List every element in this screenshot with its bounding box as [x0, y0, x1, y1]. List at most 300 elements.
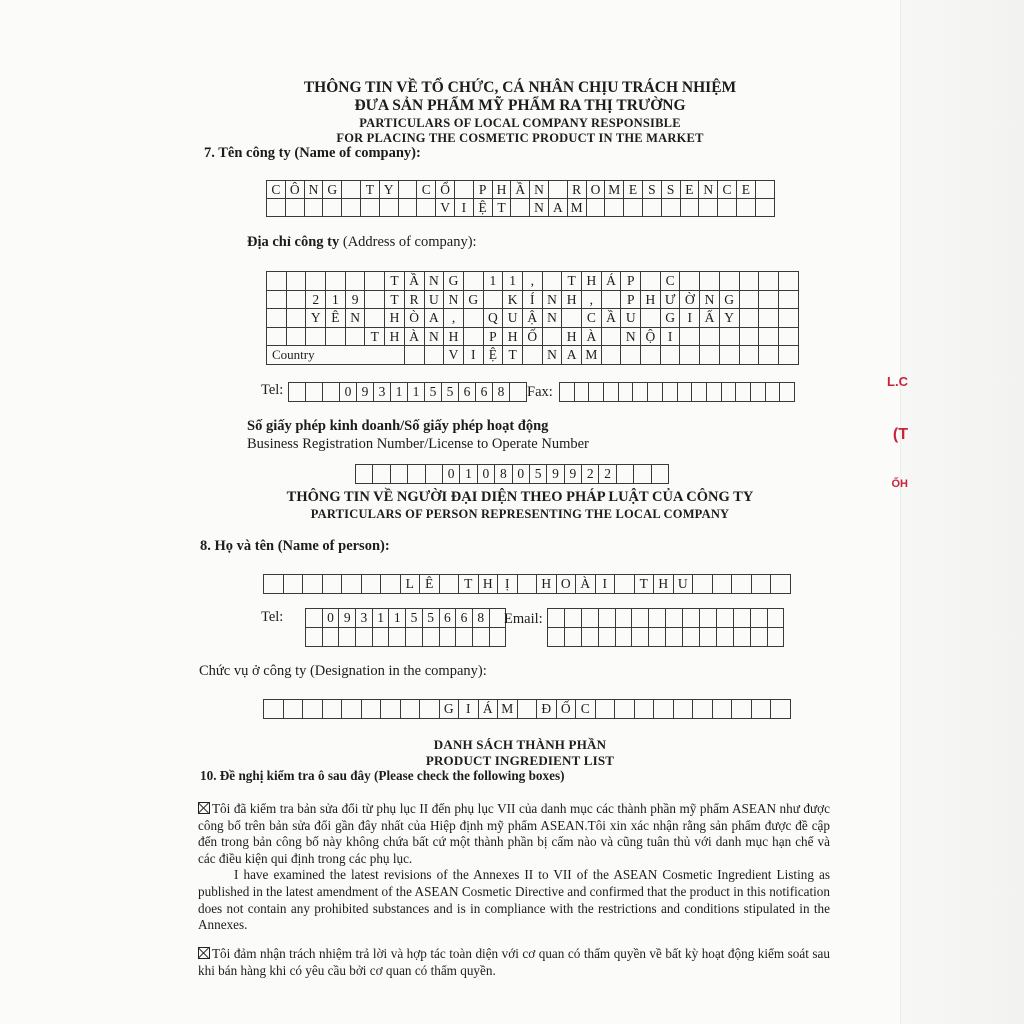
grid-row	[264, 700, 791, 719]
grid-cell	[356, 465, 373, 484]
grid-cell: N	[530, 181, 549, 199]
grid-cell: G	[719, 290, 739, 309]
grid-cell: N	[700, 290, 720, 309]
grid-cell	[666, 628, 683, 647]
grid-cell	[439, 628, 456, 647]
grid-cell	[398, 199, 417, 217]
grid-cell	[286, 327, 306, 346]
grid-cell: H	[478, 575, 498, 594]
grid-cell: Ị	[498, 575, 518, 594]
grid-cell	[306, 383, 323, 402]
company-fax-grid	[559, 382, 795, 402]
grid-cell	[267, 290, 287, 309]
grid-cell: R	[404, 290, 424, 309]
grid-cell: 9	[345, 290, 365, 309]
declaration-1-en: I have examined the latest revisions of the Annexes II to VII of the ASEAN Cosmetic Ingredient Listing as published in the latest amendment of the ASEAN Cosmetic Directive and confirmed that the product in this notification does not contain any prohibited substances and is in compliance with the restrictions and conditions stipulated in the Annexes.	[198, 867, 830, 933]
grid-cell: I	[595, 575, 615, 594]
grid-cell	[304, 199, 323, 217]
person-name-label: 8. Họ và tên (Name of person):	[200, 538, 390, 554]
grid-row	[548, 609, 784, 628]
grid-cell	[641, 272, 661, 291]
grid-cell	[511, 199, 530, 217]
grid-cell	[634, 700, 654, 719]
grid-cell: U	[424, 290, 444, 309]
check-label: 10. Đề nghị kiểm tra ô sau đây (Please check the following boxes)	[200, 768, 565, 783]
grid-cell	[323, 383, 340, 402]
grid-cell	[322, 700, 342, 719]
address-label-en: (Address of company):	[342, 234, 477, 250]
grid-cell	[780, 383, 795, 402]
grid-cell	[712, 700, 732, 719]
grid-cell	[680, 199, 699, 217]
grid-cell	[649, 628, 666, 647]
grid-cell	[634, 465, 651, 484]
grid-cell	[542, 272, 562, 291]
grid-cell: Á	[478, 700, 498, 719]
grid-cell: E	[736, 181, 755, 199]
grid-cell: 9	[357, 383, 374, 402]
grid-cell: ,	[444, 309, 464, 328]
grid-cell	[732, 575, 752, 594]
grid-cell	[560, 383, 575, 402]
grid-row	[267, 272, 799, 291]
grid-cell	[693, 575, 713, 594]
grid-row	[289, 383, 527, 402]
grid-cell	[718, 199, 737, 217]
grid-cell: 2	[582, 465, 599, 484]
grid-cell	[285, 199, 304, 217]
grid-cell: N	[542, 309, 562, 328]
grid-cell: V	[436, 199, 455, 217]
grid-cell: 1	[389, 609, 406, 628]
grid-cell	[666, 609, 683, 628]
grid-cell	[648, 383, 663, 402]
grid-cell: Á	[601, 272, 621, 291]
grid-cell	[517, 700, 537, 719]
checked-box-icon[interactable]	[198, 802, 210, 814]
grid-cell: 0	[477, 465, 494, 484]
grid-cell: G	[439, 700, 459, 719]
grid-cell: Ệ	[473, 199, 492, 217]
grid-cell: N	[621, 327, 641, 346]
grid-cell	[615, 700, 635, 719]
grid-cell: P	[473, 181, 492, 199]
grid-cell	[286, 290, 306, 309]
grid-cell: G	[323, 181, 342, 199]
grid-cell	[700, 272, 720, 291]
grid-cell: N	[345, 309, 365, 328]
grid-cell	[574, 383, 589, 402]
grid-cell	[767, 609, 784, 628]
declaration-1	[198, 801, 830, 934]
grid-cell	[641, 309, 661, 328]
grid-cell: T	[562, 272, 582, 291]
grid-cell	[680, 346, 700, 365]
grid-cell: A	[562, 346, 582, 365]
grid-cell	[716, 609, 733, 628]
grid-cell	[778, 272, 798, 291]
grid-cell: I	[680, 309, 700, 328]
grid-cell	[267, 309, 287, 328]
grid-cell: Ờ	[680, 290, 700, 309]
grid-cell	[733, 628, 750, 647]
grid-cell	[605, 199, 624, 217]
grid-cell	[267, 199, 286, 217]
grid-cell	[759, 272, 779, 291]
grid-cell: G	[463, 290, 483, 309]
grid-cell	[604, 383, 619, 402]
grid-cell	[303, 700, 323, 719]
grid-cell: O	[586, 181, 605, 199]
grid-cell: Y	[306, 309, 326, 328]
grid-cell: H	[562, 290, 582, 309]
grid-cell: 6	[459, 383, 476, 402]
grid-cell	[673, 700, 693, 719]
grid-row	[548, 628, 784, 647]
grid-cell	[683, 628, 700, 647]
grid-cell	[683, 609, 700, 628]
stamp-fragment: L.C	[887, 374, 908, 389]
grid-cell	[564, 609, 581, 628]
grid-cell	[601, 327, 621, 346]
grid-cell: G	[660, 309, 680, 328]
grid-cell	[693, 700, 713, 719]
grid-cell: T	[503, 346, 523, 365]
grid-cell	[767, 628, 784, 647]
grid-cell: C	[576, 700, 596, 719]
grid-cell	[424, 346, 444, 365]
grid-cell	[472, 628, 489, 647]
grid-cell	[548, 609, 565, 628]
page-subtitle: FOR PLACING THE COSMETIC PRODUCT IN THE MARKET	[336, 131, 704, 145]
grid-cell	[306, 609, 323, 628]
grid-cell	[365, 309, 385, 328]
grid-cell: E	[624, 181, 643, 199]
grid-cell	[326, 327, 346, 346]
grid-cell	[463, 272, 483, 291]
grid-cell	[510, 383, 527, 402]
grid-cell: N	[699, 181, 718, 199]
grid-cell	[483, 290, 503, 309]
grid-cell	[700, 346, 720, 365]
grid-cell: ,	[522, 272, 542, 291]
grid-cell	[365, 272, 385, 291]
grid-cell	[680, 272, 700, 291]
grid-cell	[326, 272, 346, 291]
grid-cell: À	[404, 327, 424, 346]
grid-cell	[454, 181, 473, 199]
grid-cell	[522, 346, 542, 365]
grid-cell: I	[459, 700, 479, 719]
grid-cell	[417, 199, 436, 217]
grid-cell: H	[444, 327, 464, 346]
grid-cell: T	[492, 199, 511, 217]
grid-cell: T	[365, 327, 385, 346]
grid-cell: A	[548, 199, 567, 217]
grid-cell	[750, 628, 767, 647]
grid-cell: 1	[326, 290, 346, 309]
grid-cell: 8	[493, 383, 510, 402]
grid-cell	[406, 628, 423, 647]
ingredients-header: DANH SÁCH THÀNH PHẦN	[433, 737, 607, 752]
grid-cell: H	[503, 327, 523, 346]
grid-cell: U	[673, 575, 693, 594]
grid-cell: 9	[339, 609, 356, 628]
grid-cell	[267, 327, 287, 346]
grid-cell	[548, 628, 565, 647]
license-label-en: Business Registration Number/License to Operate Number	[247, 436, 589, 452]
grid-cell: Ư	[660, 290, 680, 309]
grid-row	[356, 465, 669, 484]
grid-cell: H	[385, 327, 405, 346]
stamp-fragment: ỐH	[891, 478, 908, 490]
grid-cell	[615, 609, 632, 628]
grid-cell: ,	[582, 290, 602, 309]
grid-cell: T	[459, 575, 479, 594]
grid-cell	[778, 290, 798, 309]
grid-cell: Ê	[420, 575, 440, 594]
grid-cell	[641, 346, 661, 365]
grid-row	[267, 290, 799, 309]
grid-cell	[264, 575, 284, 594]
grid-cell	[692, 383, 707, 402]
grid-cell	[562, 309, 582, 328]
grid-cell	[759, 290, 779, 309]
grid-cell: T	[360, 181, 379, 199]
grid-cell	[778, 346, 798, 365]
grid-cell	[361, 575, 381, 594]
grid-cell	[739, 327, 759, 346]
grid-cell: N	[444, 290, 464, 309]
grid-cell	[778, 327, 798, 346]
grid-cell	[322, 628, 339, 647]
grid-cell: Ố	[556, 700, 576, 719]
grid-cell	[372, 628, 389, 647]
grid-cell: N	[424, 272, 444, 291]
grid-cell	[360, 199, 379, 217]
company-fax-label: Fax:	[527, 384, 553, 400]
person-tel-label: Tel:	[261, 609, 284, 625]
grid-cell	[700, 609, 717, 628]
grid-cell: Y	[719, 309, 739, 328]
grid-cell: H	[641, 290, 661, 309]
grid-cell	[404, 346, 424, 365]
declaration-2-vi: Tôi đảm nhận trách nhiệm trả lời và hợp tác toàn diện với cơ quan có thẩm quyền về bất kỳ hoạt động kiểm soát sau khi bán hàng khi có yêu cầu bởi cơ quan có thẩm quyền.	[198, 946, 830, 978]
grid-cell	[632, 628, 649, 647]
grid-cell: A	[424, 309, 444, 328]
grid-cell: Ệ	[483, 346, 503, 365]
address-grid	[266, 271, 799, 365]
designation-label: Chức vụ ở công ty (Designation in the company):	[199, 663, 487, 679]
grid-row	[264, 575, 791, 594]
grid-cell: Ô	[285, 181, 304, 199]
license-label: Số giấy phép kinh doanh/Số giấy phép hoạt động	[247, 418, 549, 434]
grid-cell	[306, 272, 326, 291]
grid-cell: I	[660, 327, 680, 346]
grid-cell	[621, 346, 641, 365]
grid-cell	[463, 327, 483, 346]
page-title: ĐƯA SẢN PHẨM MỸ PHẨM RA THỊ TRƯỜNG	[354, 97, 686, 114]
grid-cell: M	[567, 199, 586, 217]
grid-cell	[759, 346, 779, 365]
grid-cell	[601, 346, 621, 365]
grid-cell	[601, 290, 621, 309]
grid-row	[267, 309, 799, 328]
grid-cell	[390, 465, 407, 484]
grid-cell	[489, 628, 506, 647]
grid-cell: C	[267, 181, 286, 199]
grid-cell: G	[444, 272, 464, 291]
grid-cell: M	[498, 700, 518, 719]
grid-cell: P	[483, 327, 503, 346]
page-edge	[900, 0, 1024, 1024]
grid-cell	[598, 628, 615, 647]
grid-cell	[564, 628, 581, 647]
grid-cell: U	[503, 309, 523, 328]
grid-cell	[706, 383, 721, 402]
grid-cell: S	[642, 181, 661, 199]
grid-cell: T	[634, 575, 654, 594]
grid-cell	[345, 327, 365, 346]
grid-row	[267, 199, 775, 217]
grid-cell	[716, 628, 733, 647]
grid-cell	[733, 609, 750, 628]
grid-cell	[759, 327, 779, 346]
grid-cell	[765, 383, 780, 402]
grid-cell: I	[454, 199, 473, 217]
grid-cell: N	[542, 290, 562, 309]
designation-grid	[263, 699, 791, 719]
grid-cell: 5	[529, 465, 546, 484]
grid-cell	[389, 628, 406, 647]
stamp-fragment: (T	[892, 426, 908, 443]
grid-cell: H	[562, 327, 582, 346]
grid-cell: 3	[356, 609, 373, 628]
grid-cell	[542, 327, 562, 346]
grid-cell: 0	[512, 465, 529, 484]
grid-cell	[420, 700, 440, 719]
grid-cell	[721, 383, 736, 402]
grid-cell	[750, 609, 767, 628]
grid-cell	[365, 290, 385, 309]
grid-cell	[680, 327, 700, 346]
grid-cell	[719, 327, 739, 346]
grid-cell	[322, 575, 342, 594]
address-label-vi: Địa chỉ công ty	[247, 234, 340, 250]
grid-cell: C	[582, 309, 602, 328]
grid-cell	[700, 628, 717, 647]
grid-cell	[586, 199, 605, 217]
grid-cell	[677, 383, 692, 402]
grid-cell	[732, 700, 752, 719]
grid-cell	[712, 575, 732, 594]
grid-cell	[771, 575, 791, 594]
grid-cell	[719, 272, 739, 291]
grid-cell	[342, 700, 362, 719]
grid-cell	[456, 628, 473, 647]
grid-cell	[283, 575, 303, 594]
grid-cell: À	[576, 575, 596, 594]
grid-cell: P	[621, 272, 641, 291]
grid-cell	[422, 628, 439, 647]
grid-cell	[778, 309, 798, 328]
grid-cell: C	[718, 181, 737, 199]
grid-cell	[589, 383, 604, 402]
person-email-label: Email:	[504, 611, 543, 627]
grid-cell	[751, 575, 771, 594]
checked-box-icon[interactable]	[198, 947, 210, 959]
grid-cell	[771, 700, 791, 719]
grid-cell	[381, 700, 401, 719]
page-subtitle: PARTICULARS OF LOCAL COMPANY RESPONSIBLE	[359, 116, 681, 130]
declaration-1-vi: Tôi đã kiểm tra bản sửa đổi từ phụ lục II đến phụ lục VII của danh mục các thành phần mỹ phẩm ASEAN như được công bố trên bản sửa đổi gần đây nhất của Hiệp định mỹ phẩm ASEAN.Tôi xin xác nhận rằng sản phẩm được đề cập đến trong bản công bố này không chứa bất cứ một thành phần bị cấm nào và cũng tuân thủ với danh mục hạn chế và các điều kiện qui định trong các phụ lục.	[198, 801, 830, 866]
country-label: Country	[267, 346, 405, 365]
grid-cell	[759, 309, 779, 328]
grid-cell	[342, 181, 361, 199]
grid-cell: 5	[425, 383, 442, 402]
grid-cell	[517, 575, 537, 594]
grid-cell: N	[542, 346, 562, 365]
grid-cell: Q	[483, 309, 503, 328]
grid-cell	[642, 199, 661, 217]
grid-cell: 0	[322, 609, 339, 628]
person-name-grid	[263, 574, 791, 594]
grid-cell	[306, 628, 323, 647]
grid-cell: 5	[406, 609, 423, 628]
grid-cell	[598, 609, 615, 628]
grid-cell: H	[654, 575, 674, 594]
grid-cell: Ấ	[700, 309, 720, 328]
grid-cell	[342, 199, 361, 217]
grid-cell	[616, 465, 633, 484]
grid-cell	[303, 575, 323, 594]
grid-cell: 6	[476, 383, 493, 402]
grid-cell: 8	[472, 609, 489, 628]
grid-cell: 5	[442, 383, 459, 402]
grid-cell: N	[424, 327, 444, 346]
page-title: THÔNG TIN VỀ TỔ CHỨC, CÁ NHÂN CHỊU TRÁCH NHIỆM	[303, 79, 737, 96]
grid-cell	[719, 346, 739, 365]
grid-cell	[286, 309, 306, 328]
grid-cell: 8	[495, 465, 512, 484]
grid-cell: Ổ	[436, 181, 455, 199]
grid-cell: 9	[547, 465, 564, 484]
grid-cell: Y	[379, 181, 398, 199]
license-grid	[355, 464, 669, 484]
grid-cell: V	[444, 346, 464, 365]
grid-cell	[651, 465, 668, 484]
grid-cell	[548, 181, 567, 199]
grid-cell	[264, 700, 284, 719]
grid-cell	[381, 575, 401, 594]
grid-cell	[306, 327, 326, 346]
grid-cell: R	[567, 181, 586, 199]
grid-cell: K	[503, 290, 523, 309]
grid-cell	[289, 383, 306, 402]
grid-cell	[361, 700, 381, 719]
grid-cell: N	[530, 199, 549, 217]
grid-row	[267, 346, 799, 365]
company-tel-label: Tel:	[261, 382, 284, 398]
grid-cell	[739, 346, 759, 365]
grid-cell	[398, 181, 417, 199]
grid-cell: 2	[306, 290, 326, 309]
grid-cell: T	[385, 272, 405, 291]
grid-cell: 6	[456, 609, 473, 628]
grid-cell: M	[582, 346, 602, 365]
grid-cell: P	[621, 290, 641, 309]
ingredients-subheader: PRODUCT INGREDIENT LIST	[425, 753, 615, 768]
